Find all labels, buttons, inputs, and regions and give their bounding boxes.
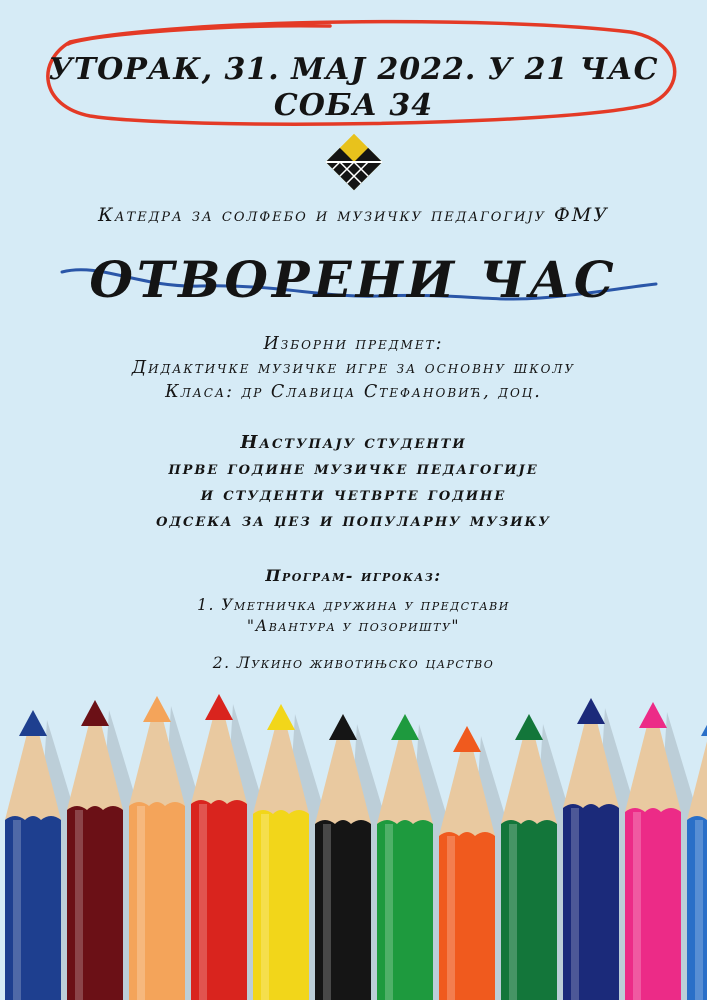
performers-line: и студенти четврте године (200, 484, 507, 505)
course-label: Изборни предмет: (263, 334, 444, 354)
colored-pencils-image (0, 680, 707, 1000)
program-item-1: 1. Уметничка дружина у представи (197, 596, 510, 614)
program-item-1-title: "Авантура у позоришту" (246, 617, 461, 635)
performers-line: одсека за џез и популарну музику (156, 510, 551, 531)
event-room: СОБА 34 (273, 88, 434, 123)
event-date: УТОРАК, 31. МАЈ 2022. У 21 ЧАС (48, 52, 659, 87)
pencil (687, 710, 707, 1000)
performers-line: Наступају студенти (240, 432, 467, 453)
program-heading: Програм- игроказ: (265, 566, 442, 585)
performers-line: прве године музичке педагогије (168, 458, 539, 479)
class-line: Класа: др Славица Стефановић, доц. (165, 382, 542, 402)
page-title: ОТВОРЕНИ ЧАС (89, 250, 618, 309)
department-line: Катедра за солфебо и музичку педагогију ФМУ (98, 204, 609, 226)
program-item-2: 2. Лукино животињско царство (212, 654, 495, 672)
tree-emblem-icon (322, 130, 386, 194)
course-name: Дидактичке музичке игре за основну школу (131, 358, 576, 378)
